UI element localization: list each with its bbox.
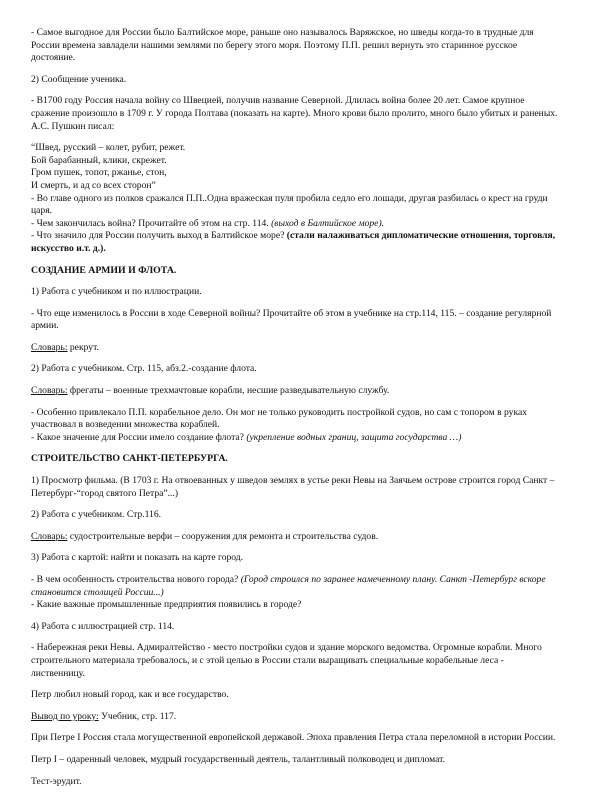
paragraph-regular-army: - Что еще изменилось в России в ходе Северной войны? Прочитайте об этом в учебнике на стр.114, 115. – создание регулярной армии. bbox=[31, 307, 552, 332]
vocab-label: Словарь: bbox=[31, 530, 68, 542]
paragraph-map-work: 3) Работа с картой: найти и показать на карте город. bbox=[31, 552, 244, 564]
vocab-text: судостроительные верфи – сооружения для ремонта и строительства судов. bbox=[67, 530, 379, 542]
answer-italic: (укрепление водных границ, защита государства …) bbox=[246, 431, 462, 443]
paragraph-lesson-conclusion bbox=[31, 711, 560, 724]
vocab-label: Словарь: bbox=[31, 385, 68, 397]
paragraph-regiment: - Во главе одного из полков сражался П.П..Одна вражеская пуля пробила седло его лошади, другая разбилась о крест на груди царя. bbox=[31, 192, 548, 217]
poem-line: И смерть, и ад со всех сторон” bbox=[31, 179, 156, 191]
paragraph-fleet-meaning bbox=[31, 432, 560, 445]
paragraph-war-end bbox=[31, 218, 560, 231]
paragraph-fleet-creation: 2) Работа с учебником. Стр. 115, абз.2.-создание флота. bbox=[31, 363, 257, 375]
paragraph-baltic-sea: - Самое выгодное для России было Балтийское море, раньше оно называлось Варяжское, но шведы когда-то в трудные для России времена завладели нашими землями по берегу этого моря. Поэтому П.П. решил вернуть это старинное русское достояние. bbox=[31, 27, 534, 64]
conclusion-label: Вывод по уроку: bbox=[31, 710, 99, 722]
question-text: - Чем закончилась война? Прочитайте об этом на стр. 114. bbox=[31, 217, 272, 229]
paragraph-student-report: 2) Сообщение ученика. bbox=[31, 73, 127, 85]
question-text: - В чем особенность строительства нового города? bbox=[31, 574, 241, 585]
paragraph-industry: - Какие важные промышленные предприятия появились в городе? bbox=[31, 599, 302, 611]
answer-italic: (выход в Балтийское море). bbox=[271, 217, 385, 229]
paragraph-shipbuilding: - Особенно привлекало П.П. корабельное дело. Он мог не только руководить постройкой судов, но сам с топором в руках участвовал в возведении множества кораблей. bbox=[31, 406, 528, 431]
vocab-label: Словарь: bbox=[31, 341, 68, 353]
paragraph-baltic-access bbox=[31, 230, 560, 255]
poem-line: Бой барабанный, клики, скрежет. bbox=[31, 154, 167, 166]
paragraph-film: 1) Просмотр фильма. (В 1703 г. На отвоеванных у шведов землях в устье реки Невы на Заячьем острове строится город Санкт –Петербург-“город святого Петра”...) bbox=[31, 475, 555, 499]
paragraph-vocab-shipyards bbox=[31, 531, 560, 544]
heading-st-petersburg: СТРОИТЕЛЬСТВО САНКТ-ПЕТЕРБУРГА. bbox=[31, 453, 228, 465]
paragraph-peter-loved-city: Петр любил новый город, как и все государство. bbox=[31, 689, 229, 701]
question-text: - Какое значение для России имело создание флота? bbox=[31, 431, 247, 443]
vocab-text: рекрут. bbox=[67, 341, 99, 353]
conclusion-text: Учебник, стр. 117. bbox=[98, 710, 177, 722]
paragraph-great-power: При Петре I Россия стала могущественной европейской державой. Эпоха правления Петра стала переломной в истории России. bbox=[31, 732, 556, 744]
paragraph-northern-war: - В1700 году Россия начала войну со Швецией, получив название Северной. Длилась война более 20 лет. Самое крупное сражение произошло в 1709 г. У города Полтава (показать на карте). Много крови было пролито, много было убитых и раненых. А.С. Пушкин писал: bbox=[31, 95, 558, 132]
paragraph-city-feature bbox=[31, 574, 560, 599]
paragraph-neva-embankment: - Набережная реки Невы. Адмиралтейство - место постройки судов и здание морского ведомства. Огромные корабли. Много строительного материала требовалось, и с этой целью в России стали выращивать специальные корабельные леса - лиственницу. bbox=[31, 642, 542, 679]
question-text: - Что значило для России получить выход в Балтийское море? bbox=[31, 230, 287, 242]
answer-italic: (Город строился по заранее намеченному плану. Санкт -Петербург вскоре становится столицей России...) bbox=[31, 574, 546, 598]
paragraph-vocab-recruit bbox=[31, 342, 560, 355]
paragraph-test: Тест-эрудит. bbox=[31, 775, 82, 787]
answer-bold: (стали налаживаться дипломатические отношения, торговля, искусство и.т. д.). bbox=[31, 230, 556, 254]
paragraph-illustration: 4) Работа с иллюстрацией стр. 114. bbox=[31, 620, 175, 632]
paragraph-textbook-116: 2) Работа с учебником. Стр.116. bbox=[31, 509, 162, 521]
paragraph-textbook-work: 1) Работа с учебником и по иллюстрации. bbox=[31, 286, 202, 298]
poem-pushkin bbox=[31, 142, 560, 192]
vocab-text: фрегаты – военные трехмачтовые корабли, несшие разведывательную службу. bbox=[67, 385, 390, 397]
paragraph-peter-gifted: Петр I – одаренный человек, мудрый государственный деятель, талантливый полководец и дипломат. bbox=[31, 753, 446, 765]
poem-line: “Швед, русский – колет, рубит, режет. bbox=[31, 142, 186, 154]
heading-army-fleet: СОЗДАНИЕ АРМИИ И ФЛОТА. bbox=[31, 264, 177, 276]
paragraph-vocab-frigates bbox=[31, 385, 560, 398]
poem-line: Гром пушек, топот, ржанье, стон, bbox=[31, 167, 167, 179]
